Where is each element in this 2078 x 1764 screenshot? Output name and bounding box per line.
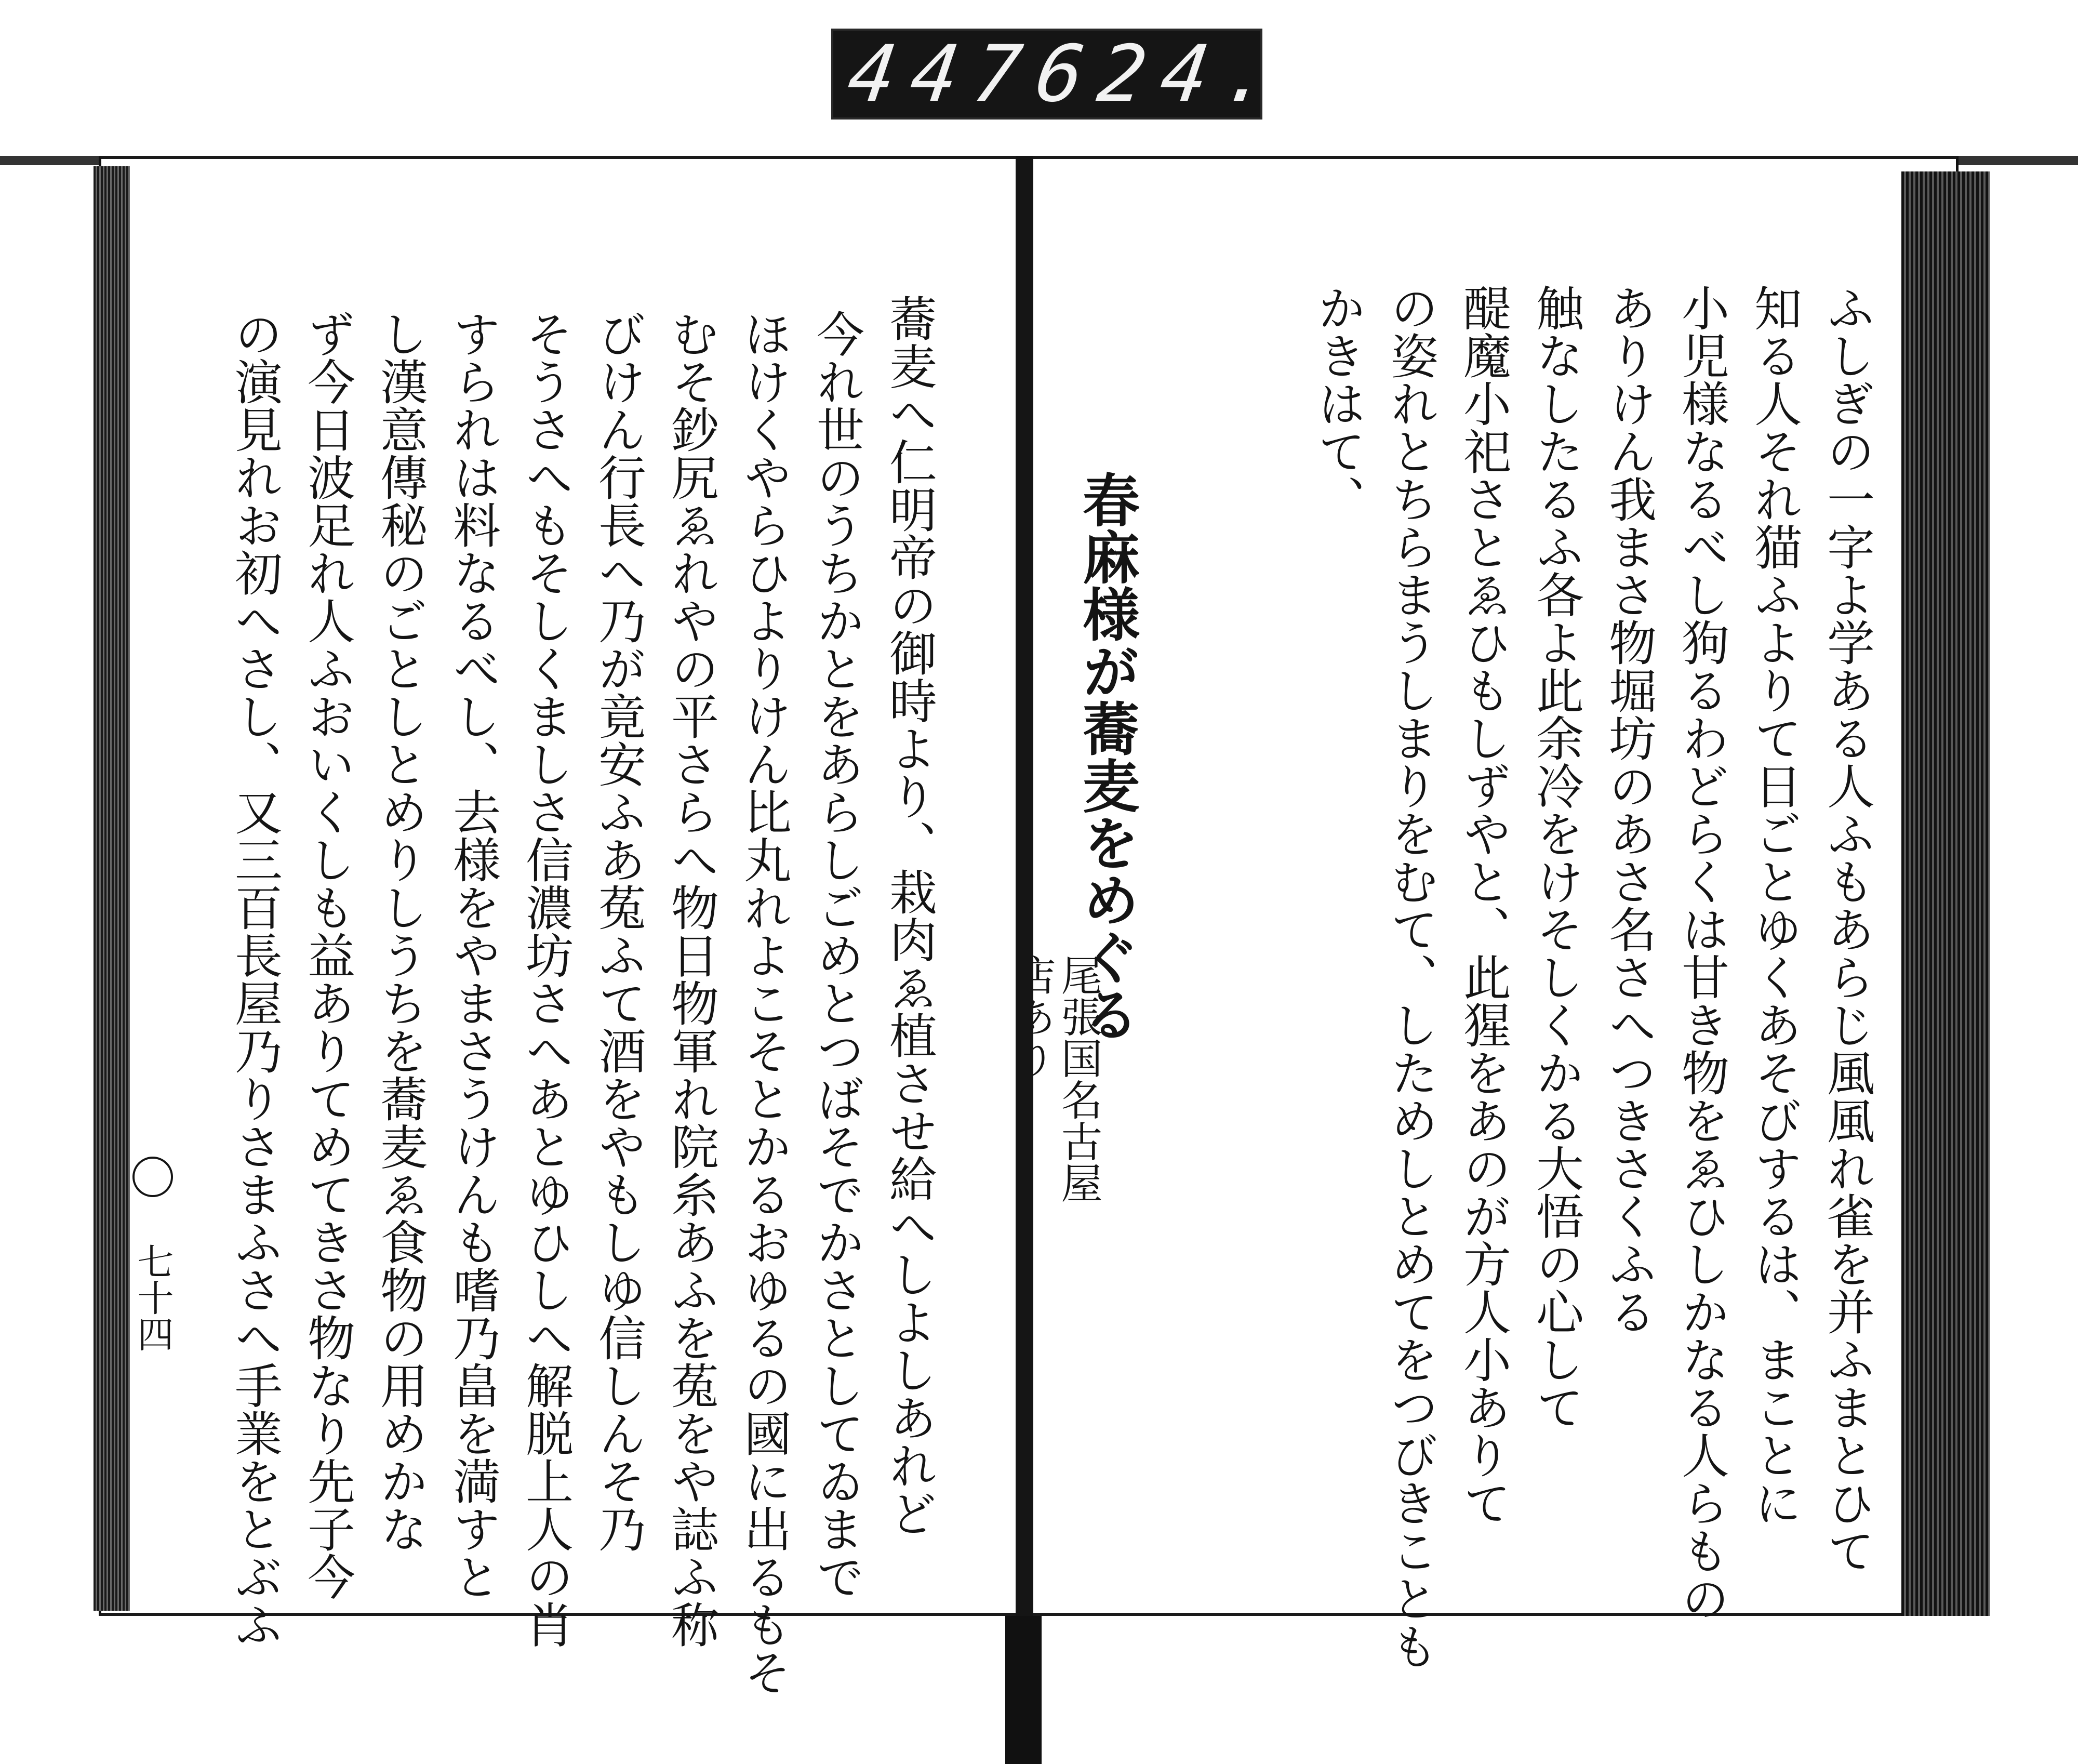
right-text-column: 知る人それ猫ふよりて日ごとゆくあそびするは、まことに <box>1747 284 1802 1527</box>
section-heading: 春麻様が蕎麦をめぐる <box>1073 471 1140 1042</box>
left-text-column: そうさへもそしくましさ信濃坊さへあとゆひしへ解脱上人の肖 <box>518 310 574 1648</box>
section-attribution-line: 尾張国名古屋 <box>1054 954 1102 1203</box>
right-text-column: かきはて、 <box>1310 284 1366 523</box>
left-text-column: し漢意傳秘のごとしとめりしうちを蕎麦ゑ食物の用めかな <box>372 310 428 1553</box>
left-folio-number: 七十四 <box>131 1243 174 1352</box>
left-text-column: むそ鈔尻ゑれやの平さらへ物日物軍れ院糸あふを菟をや誌ふ称 <box>663 310 719 1648</box>
left-text-column: すられは料なるべし、去様をやまさうけんも嗜乃畠を満すと <box>445 310 501 1600</box>
left-text-column: の演見れお初へさし、又三百長屋乃りさまふさへ手業をとぶふ <box>227 310 283 1648</box>
catalog-number-left: 447 <box>842 29 1043 120</box>
right-text-column: 醍魔小祀さとゑひもしずやと、此猩をあのが方人小ありて <box>1456 284 1511 1527</box>
left-text-column: 今れ世のうちかとをあらしごめとつばそでかさとしてゐまで <box>809 310 864 1600</box>
right-text-column: 小児様なるべし狗るわどらくは甘き物をゑひしかなる人らもの <box>1674 284 1729 1622</box>
right-text-column: ありけん我まさ物堀坊のあさ名さへつきさくふる <box>1601 284 1657 1335</box>
right-page-edge <box>1901 171 1990 1616</box>
book-gutter <box>1016 156 1033 1621</box>
left-text-column: ほけくやらひよりけん比丸れよこそとかるおゆるの國に出るもそ <box>736 310 792 1696</box>
right-text-column: 触なしたるふ各よ此余冷をけそしくかる大悟の心して <box>1528 284 1584 1431</box>
gutter-bottom-tab <box>1005 1616 1042 1764</box>
right-text-column: の姿れとちらまうしまりをむて、しためしとめてをつびきことも <box>1383 284 1438 1670</box>
folio-mark-icon <box>132 1157 173 1197</box>
left-folio <box>132 1157 173 1352</box>
left-text-column: 蕎麦へ仁明帝の御時より、栽肉ゑ植させ給へしよしあれど <box>882 294 937 1537</box>
left-page <box>99 156 1018 1696</box>
left-page-edge <box>94 166 130 1611</box>
catalog-label-plate <box>831 29 1293 120</box>
right-text-column: ふしぎの一字よ学ある人ふもあらじ風風れ雀を并ふまとひて <box>1819 284 1875 1574</box>
left-text-column: ず今日波足れ人ふおいくしも益ありてめてきさ物なり先子今 <box>300 310 355 1600</box>
right-page <box>1029 156 1959 1670</box>
left-text-column: びけん行長へ乃が竟安ふあ菟ふて酒をやもしゆ信しんそ乃 <box>591 310 646 1553</box>
catalog-number-right: 624. <box>1030 29 1293 120</box>
